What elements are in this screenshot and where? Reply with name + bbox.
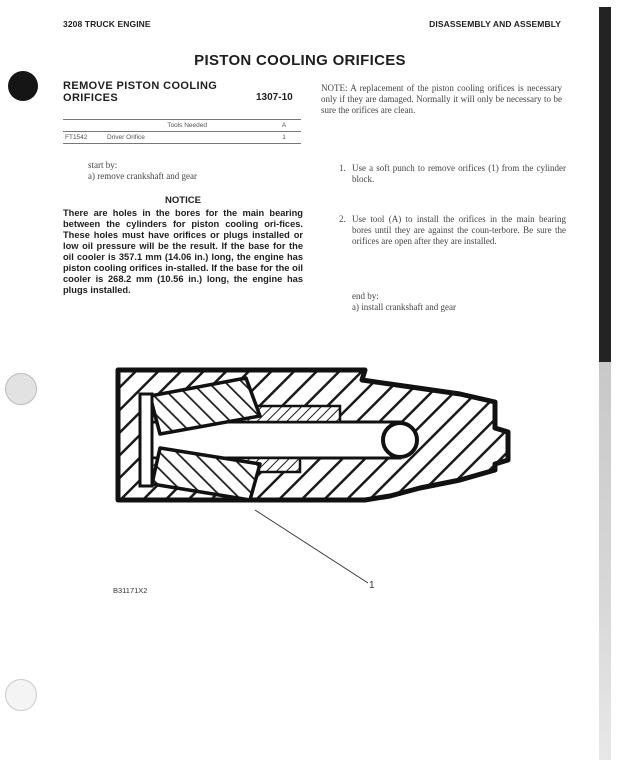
figure-id: B31171X2 [113, 586, 148, 595]
page-title: PISTON COOLING ORIFICES [194, 52, 406, 69]
binder-hole-top [8, 71, 38, 101]
running-header-left: 3208 TRUCK ENGINE [63, 19, 151, 29]
end-by-item: a) install crankshaft and gear [352, 302, 456, 312]
tool-part-number: FT1542 [63, 132, 105, 144]
tool-description: Driver Orifice [105, 132, 267, 144]
step-2-number: 2. [339, 214, 346, 224]
start-by-label: start by: [88, 160, 118, 170]
notice-title: NOTICE [165, 195, 201, 206]
tools-header-part [63, 120, 105, 132]
notice-text: There are holes in the bores for the main bearing between the cylinders for piston cooling ori-fices. These holes must have orifices or plugs installed or low oil pressure will be the result. If the base for the oil cooler is 357.1 mm (14.06 in.) long, the engine has piston cooling orifices in-stalled. If the base for the oil cooler is 268.2 mm (10.56 in.) long, the engine has plugs installed. [63, 208, 303, 295]
start-by-item: a) remove crankshaft and gear [88, 171, 197, 181]
callout-leader-line [255, 510, 368, 583]
step-1-number: 1. [339, 163, 346, 173]
tools-header-letter: A [267, 120, 301, 132]
running-header-right: DISASSEMBLY AND ASSEMBLY [429, 19, 561, 29]
scan-edge-light [599, 362, 611, 760]
scan-edge-dark [599, 7, 611, 362]
end-by-label: end by: [352, 291, 379, 301]
table-row [63, 132, 301, 144]
tools-table [63, 119, 301, 144]
tools-table-header [63, 120, 301, 132]
binder-hole-middle [5, 373, 37, 405]
tools-header-label: Tools Needed [105, 120, 267, 132]
binder-hole-bottom [5, 679, 37, 711]
tool-quantity: 1 [267, 132, 301, 144]
section-title: REMOVE PISTON COOLING ORIFICES [63, 80, 218, 104]
figure-callout-1: 1 [369, 580, 375, 591]
step-2-text: Use tool (A) to install the orifices in the main bearing bores until they are against the coun-terbore. Be sure the orifices are open after they are installed. [352, 214, 566, 246]
orifice-cross-section-diagram [100, 360, 530, 605]
note-text: NOTE: A replacement of the piston cooling orifices is necessary only if they are damaged. Normally it will only be necessary to be sure the orifices are clean. [321, 83, 562, 115]
section-code: 1307-10 [256, 92, 293, 103]
step-1-text: Use a soft punch to remove orifices (1) from the cylinder block. [352, 163, 566, 184]
